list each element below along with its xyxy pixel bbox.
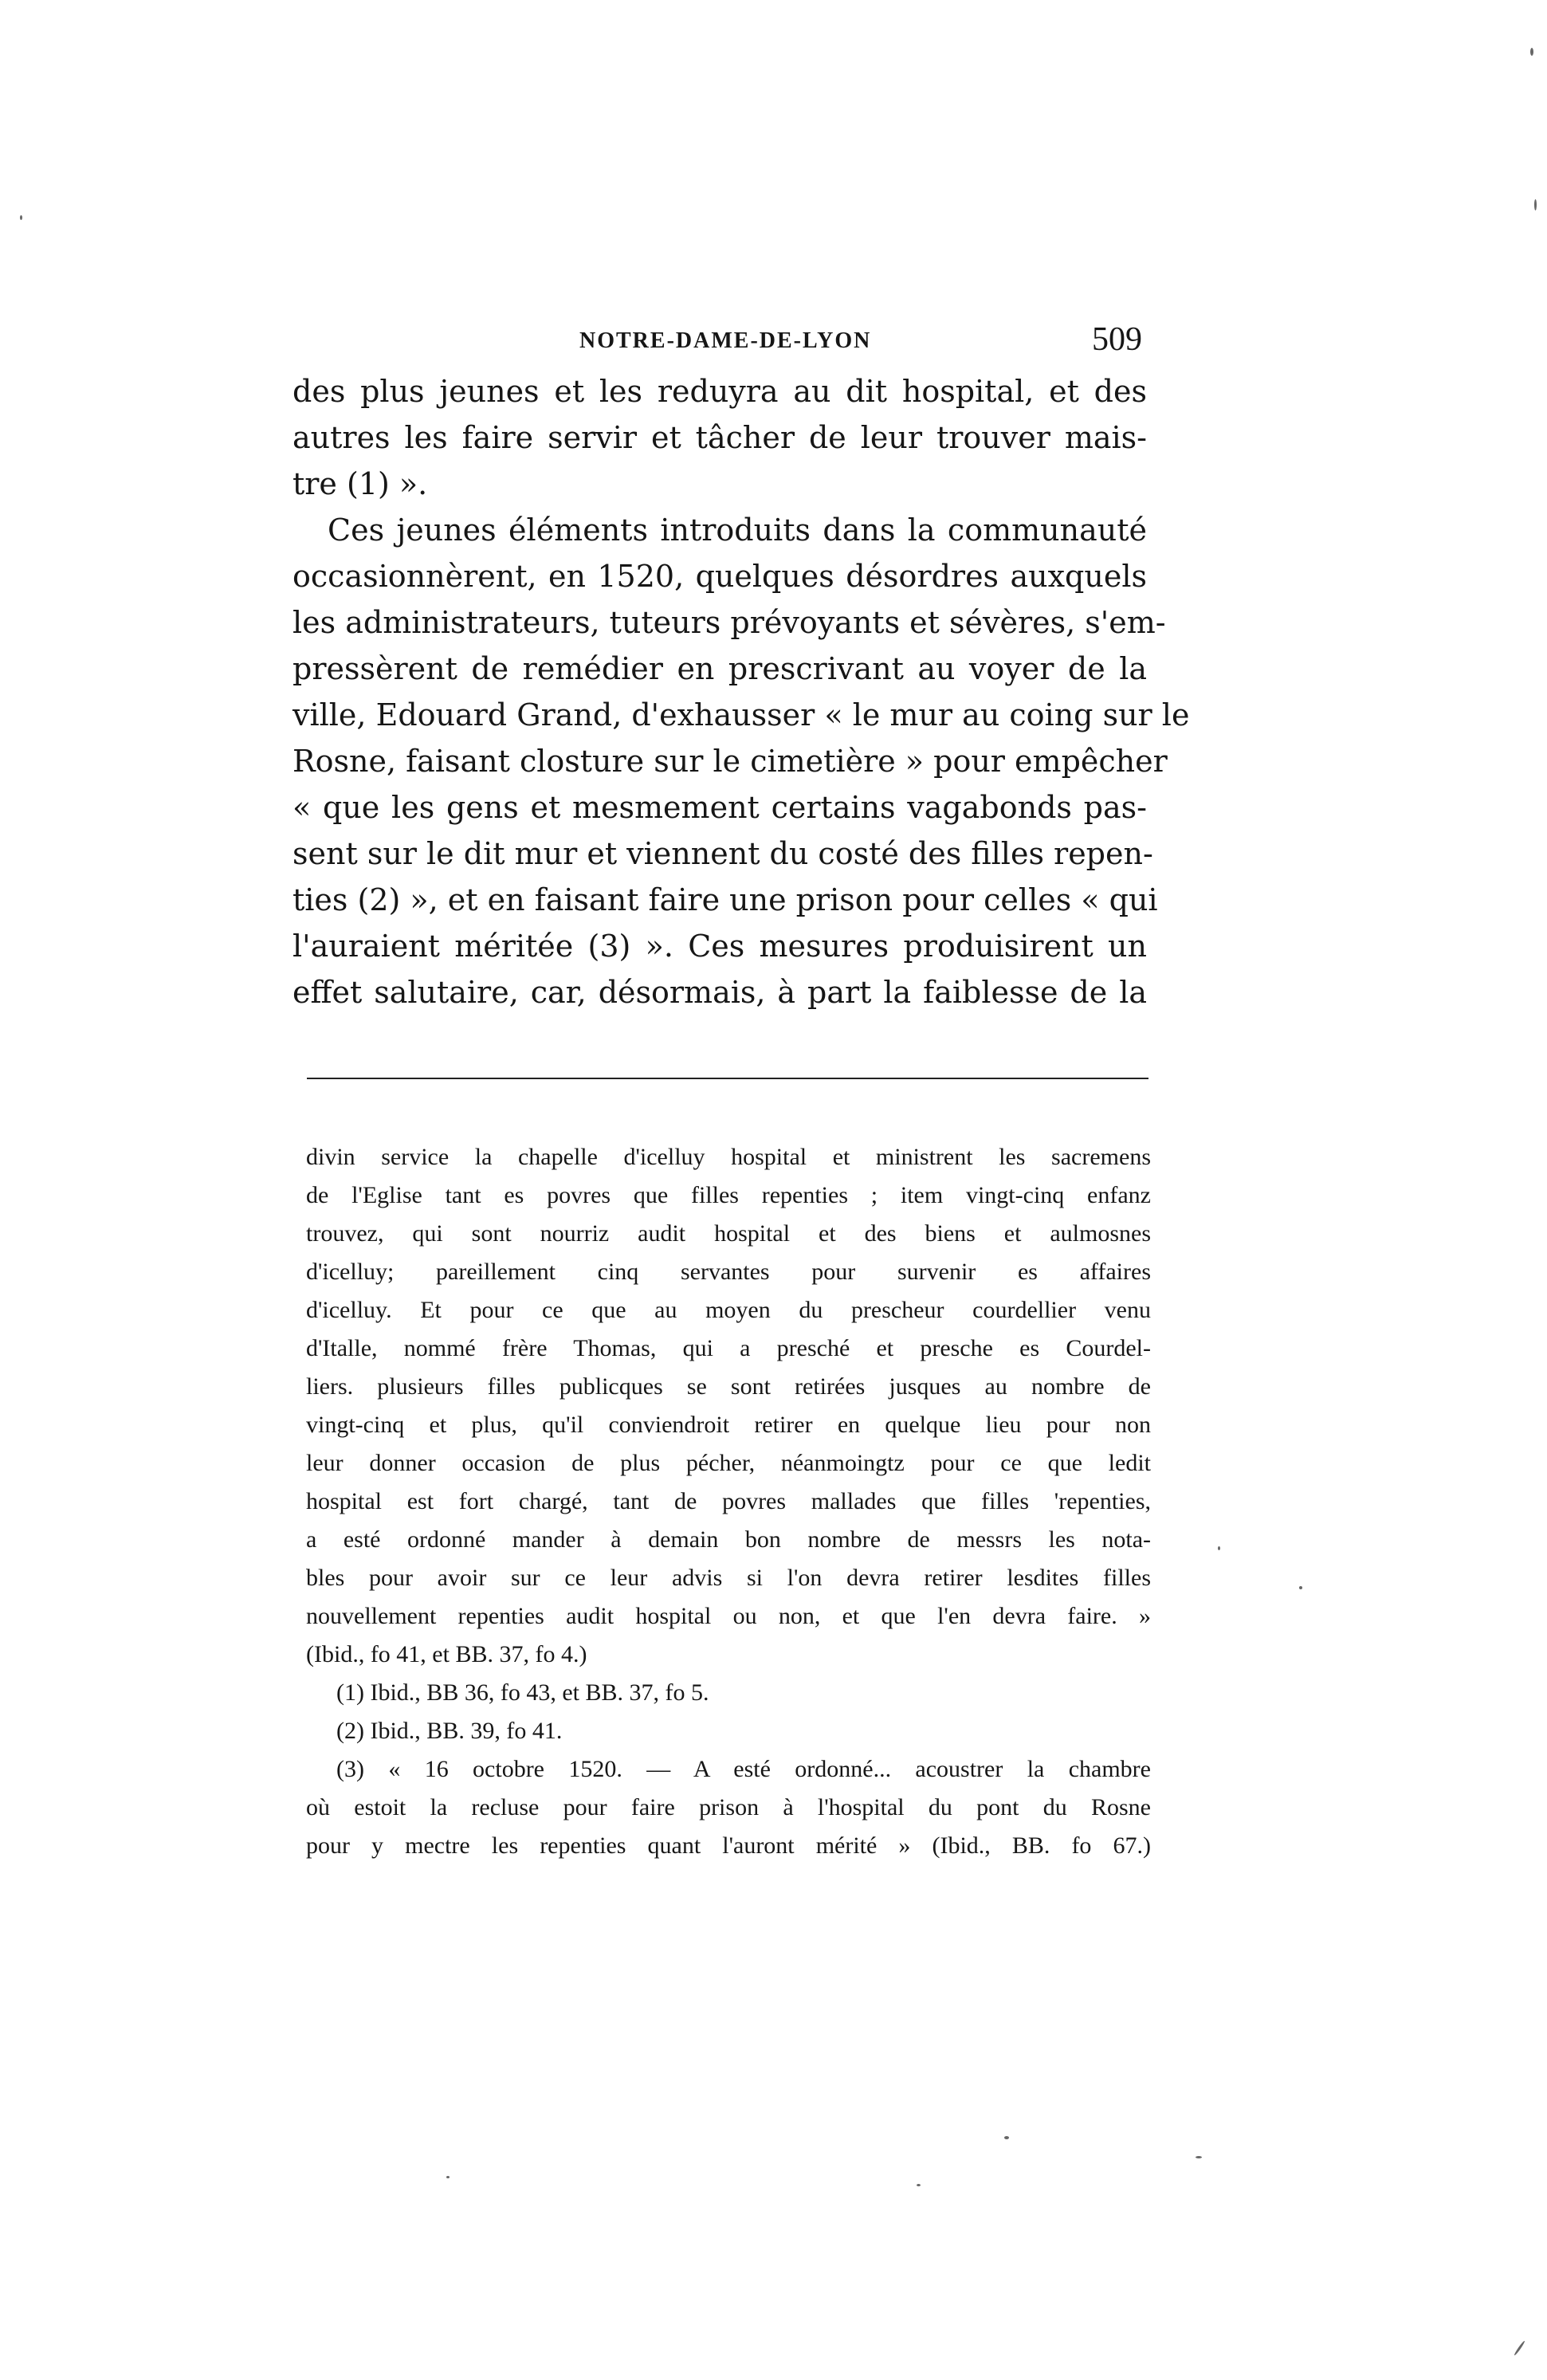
note-line: de l'Eglise tant es povres que filles repenties ; item vingt-cinq enfanz bbox=[306, 1182, 1151, 1208]
body-line: les administrateurs, tuteurs prévoyants et sévères, s'em- bbox=[293, 605, 1166, 640]
body-text bbox=[293, 368, 1190, 1015]
note-line: a esté ordonné mander à demain bon nombre de messrs les nota- bbox=[306, 1526, 1151, 1553]
note-line: d'icelluy; pareillement cinq servantes pour survenir es affaires bbox=[306, 1259, 1151, 1285]
body-line: ville, Edouard Grand, d'exhausser « le mur au coing sur le bbox=[293, 697, 1190, 732]
body-line: occasionnèrent, en 1520, quelques désordres auxquels bbox=[293, 559, 1147, 594]
note-line: d'Italle, nommé frère Thomas, qui a presché et presche es Courdel- bbox=[306, 1335, 1151, 1361]
note-line: divin service la chapelle d'icelluy hospital et ministrent les sacremens bbox=[306, 1144, 1151, 1170]
body-line: autres les faire servir et tâcher de leur trouver mais- bbox=[293, 420, 1147, 455]
footnote-2: (2) Ibid., BB. 39, fo 41. bbox=[336, 1718, 563, 1744]
running-head bbox=[293, 320, 1153, 368]
body-line: Rosne, faisant closture sur le cimetière » pour empêcher bbox=[293, 744, 1168, 779]
body-line: Ces jeunes éléments introduits dans la communauté bbox=[328, 513, 1147, 548]
note-line: où estoit la recluse pour faire prison à l'hospital du pont du Rosne bbox=[306, 1794, 1151, 1820]
note-line: hospital est fort chargé, tant de povres mallades que filles 'repenties, bbox=[306, 1488, 1151, 1514]
note-line: d'icelluy. Et pour ce que au moyen du prescheur courdellier venu bbox=[306, 1297, 1151, 1323]
page-number: 509 bbox=[1092, 321, 1142, 358]
body-line: des plus jeunes et les reduyra au dit hospital, et des bbox=[293, 374, 1147, 409]
note-line: pour y mectre les repenties quant l'auront mérité » (Ibid., BB. fo 67.) bbox=[306, 1832, 1151, 1859]
note-line: leur donner occasion de plus pécher, néanmoingtz pour ce que ledit bbox=[306, 1450, 1151, 1476]
note-line: (Ibid., fo 41, et BB. 37, fo 4.) bbox=[306, 1641, 587, 1667]
note-line: liers. plusieurs filles publicques se sont retirées jusques au nombre de bbox=[306, 1373, 1151, 1400]
body-line: ties (2) », et en faisant faire une prison pour celles « qui bbox=[293, 882, 1158, 917]
footnote-1: (1) Ibid., BB 36, fo 43, et BB. 37, fo 5. bbox=[336, 1679, 709, 1706]
body-line: effet salutaire, car, désormais, à part la faiblesse de la bbox=[293, 975, 1147, 1010]
note-line: bles pour avoir sur ce leur advis si l'on devra retirer lesdites filles bbox=[306, 1565, 1151, 1591]
footnotes bbox=[306, 1138, 1151, 1865]
footnote-separator bbox=[307, 1078, 1148, 1079]
note-line: trouvez, qui sont nourriz audit hospital et des biens et aulmosnes bbox=[306, 1220, 1151, 1247]
running-title: NOTRE-DAME-DE-LYON bbox=[579, 328, 872, 353]
note-line: nouvellement repenties audit hospital ou non, et que l'en devra faire. » bbox=[306, 1603, 1151, 1629]
body-line: sent sur le dit mur et viennent du costé des filles repen- bbox=[293, 836, 1153, 871]
body-line: l'auraient méritée (3) ». Ces mesures produisirent un bbox=[293, 929, 1147, 964]
body-line: tre (1) ». bbox=[293, 466, 428, 501]
footnote-3: (3) « 16 octobre 1520. — A esté ordonné... acoustrer la chambre bbox=[336, 1756, 1151, 1782]
body-line: pressèrent de remédier en prescrivant au voyer de la bbox=[293, 651, 1147, 686]
note-line: vingt-cinq et plus, qu'il conviendroit retirer en quelque lieu pour non bbox=[306, 1412, 1151, 1438]
body-line: « que les gens et mesmement certains vagabonds pas- bbox=[293, 790, 1147, 825]
